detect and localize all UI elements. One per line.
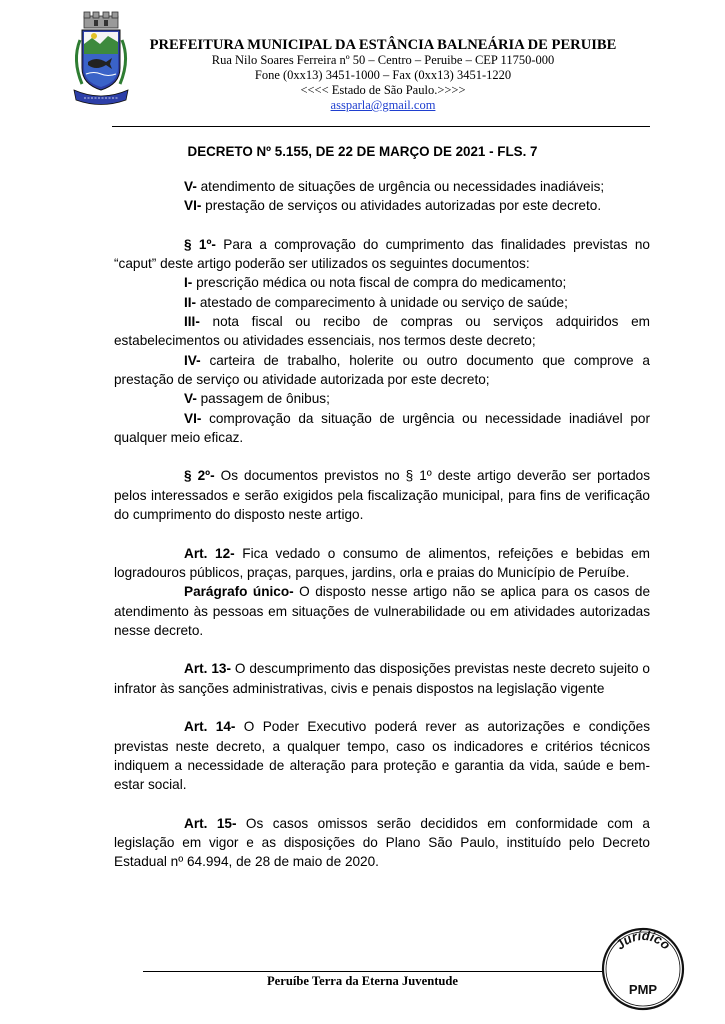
document-iv: IV- carteira de trabalho, holerite ou outro documento que comprove a prestação de serviço ou atividade autorizada por este decreto; — [114, 352, 650, 387]
article-13: Art. 13- O descumprimento das disposições previstas neste decreto sujeito o infrator às sanções administrativas, civis e penais dispostos na legislação vigente — [114, 661, 650, 696]
document-vi: VI- comprovação da situação de urgência ou necessidade inadiável por qualquer meio eficaz. — [114, 410, 650, 445]
paragraph-2: § 2º- Os documentos previstos no § 1º deste artigo deverão ser portados pelos interessados e serão exigidos pela fiscalização municipal, para fins de verificação do cumprimento do disposto neste artigo. — [114, 468, 651, 523]
document-ii: II- atestado de comparecimento à unidade ou serviço de saúde; — [184, 294, 568, 310]
municipality-title: PREFEITURA MUNICIPAL DA ESTÂNCIA BALNEÁRIA DE PERUIBE — [149, 37, 617, 53]
document-iii: III- nota fiscal ou recibo de compras ou serviços adquiridos em estabelecimentos ou atividades essenciais, nos termos deste decreto; — [114, 314, 650, 349]
footer-divider — [143, 971, 609, 972]
decree-body — [114, 177, 650, 872]
single-paragraph: Parágrafo único- O disposto nesse artigo não se aplica para os casos de atendimento às pessoas em situações de vulnerabilidade ou em atividades autorizadas nesse decreto. — [114, 584, 651, 638]
document-i: I- prescrição médica ou nota fiscal de compra do medicamento; — [184, 275, 567, 291]
item-v: V- atendimento de situações de urgência ou necessidades inadiáveis; — [184, 179, 605, 194]
article-14: Art. 14- O Poder Executivo poderá rever as autorizações e condições previstas neste decreto, a qualquer tempo, caso os indicadores e critérios técnicos indiquem a necessidade de alteração para proteção e garantia da vida, saúde e bem-estar social. — [114, 719, 651, 793]
article-12: Art. 12- Fica vedado o consumo de alimentos, refeições e bebidas em logradouros públicos, praças, parques, jardins, orla e praias do Município de Peruíbe. — [114, 545, 650, 580]
decree-title: DECRETO Nº 5.155, DE 22 DE MARÇO DE 2021 - FLS. 7 — [187, 144, 538, 159]
municipal-crest-icon — [70, 10, 132, 108]
juridico-stamp-icon — [598, 924, 688, 1014]
phone-line: Fone (0xx13) 3451-1000 – Fax (0xx13) 3451-1220 — [254, 68, 512, 82]
stamp-bottom-text: PMP — [628, 982, 658, 997]
address-line: Rua Nilo Soares Ferreira nº 50 – Centro – Peruibe – CEP 11750-000 — [211, 53, 555, 67]
letterhead — [133, 37, 633, 113]
document-v: V- passagem de ônibus; — [184, 391, 330, 407]
stamp-top-text: Jurídico — [612, 927, 674, 953]
state-line: <<<< Estado de São Paulo.>>>> — [300, 83, 466, 97]
footer-motto: Peruíbe Terra da Eterna Juventude — [266, 974, 458, 988]
article-15: Art. 15- Os casos omissos serão decididos em conformidade com a legislação em vigor e as disposições do Plano São Paulo, instituído pelo Decreto Estadual nº 64.994, de 28 de maio de 2020. — [114, 815, 650, 870]
email-link[interactable]: assparla@gmail.com — [330, 98, 436, 112]
header-divider — [112, 126, 650, 127]
item-vi: VI- prestação de serviços ou atividades autorizadas por este decreto. — [184, 198, 602, 214]
paragraph-1: § 1º- Para a comprovação do cumprimento das finalidades previstas no “caput” deste artigo poderão ser utilizados os seguintes documentos: — [114, 236, 650, 272]
